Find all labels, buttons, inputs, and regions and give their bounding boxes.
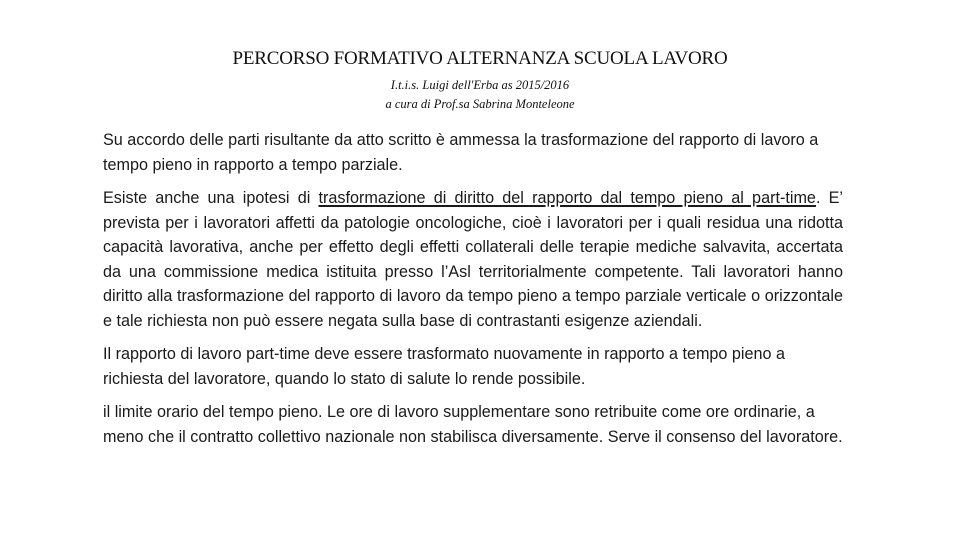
body-text: [103, 128, 843, 458]
paragraph-2-intro: Esiste anche una ipotesi di: [103, 189, 319, 207]
paragraph-2: [103, 186, 843, 333]
page-title: PERCORSO FORMATIVO ALTERNANZA SCUOLA LAVORO: [232, 48, 728, 69]
paragraph-2-rest: . E’ prevista per i lavoratori affetti da patologie oncologiche, cioè i lavoratori per i quali residua una ridotta capacità lavorativa, anche per effetto degli effetti collaterali delle terapie mediche salvavita, accertata da una commissione medica istituita presso l’Asl territorialmente competente. Tali lavoratori hanno diritto alla trasformazione del rapporto di lavoro da tempo pieno a tempo parziale verticale o orizzontale e tale richiesta non può essere negata sulla base di contrastanti esigenze aziendali.: [103, 189, 844, 330]
paragraph-1: Su accordo delle parti risultante da atto scritto è ammessa la trasformazione del rapporto di lavoro a tempo pieno in rapporto a tempo parziale.: [103, 131, 819, 174]
author-subtitle: a cura di Prof.sa Sabrina Monteleone: [385, 97, 575, 111]
part-time-link[interactable]: trasformazione di diritto del rapporto dal tempo pieno al part-time: [318, 189, 816, 207]
paragraph-3: Il rapporto di lavoro part-time deve essere trasformato nuovamente in rapporto a tempo pieno a richiesta del lavoratore, quando lo stato di salute lo rende possibile.: [103, 345, 786, 388]
paragraph-4: il limite orario del tempo pieno. Le ore di lavoro supplementare sono retribuite come ore ordinarie, a meno che il contratto collettivo nazionale non stabilisca diversamente. Serve il consenso del lavoratore.: [103, 403, 843, 446]
school-subtitle: I.t.i.s. Luigi dell'Erba as 2015/2016: [390, 78, 570, 92]
